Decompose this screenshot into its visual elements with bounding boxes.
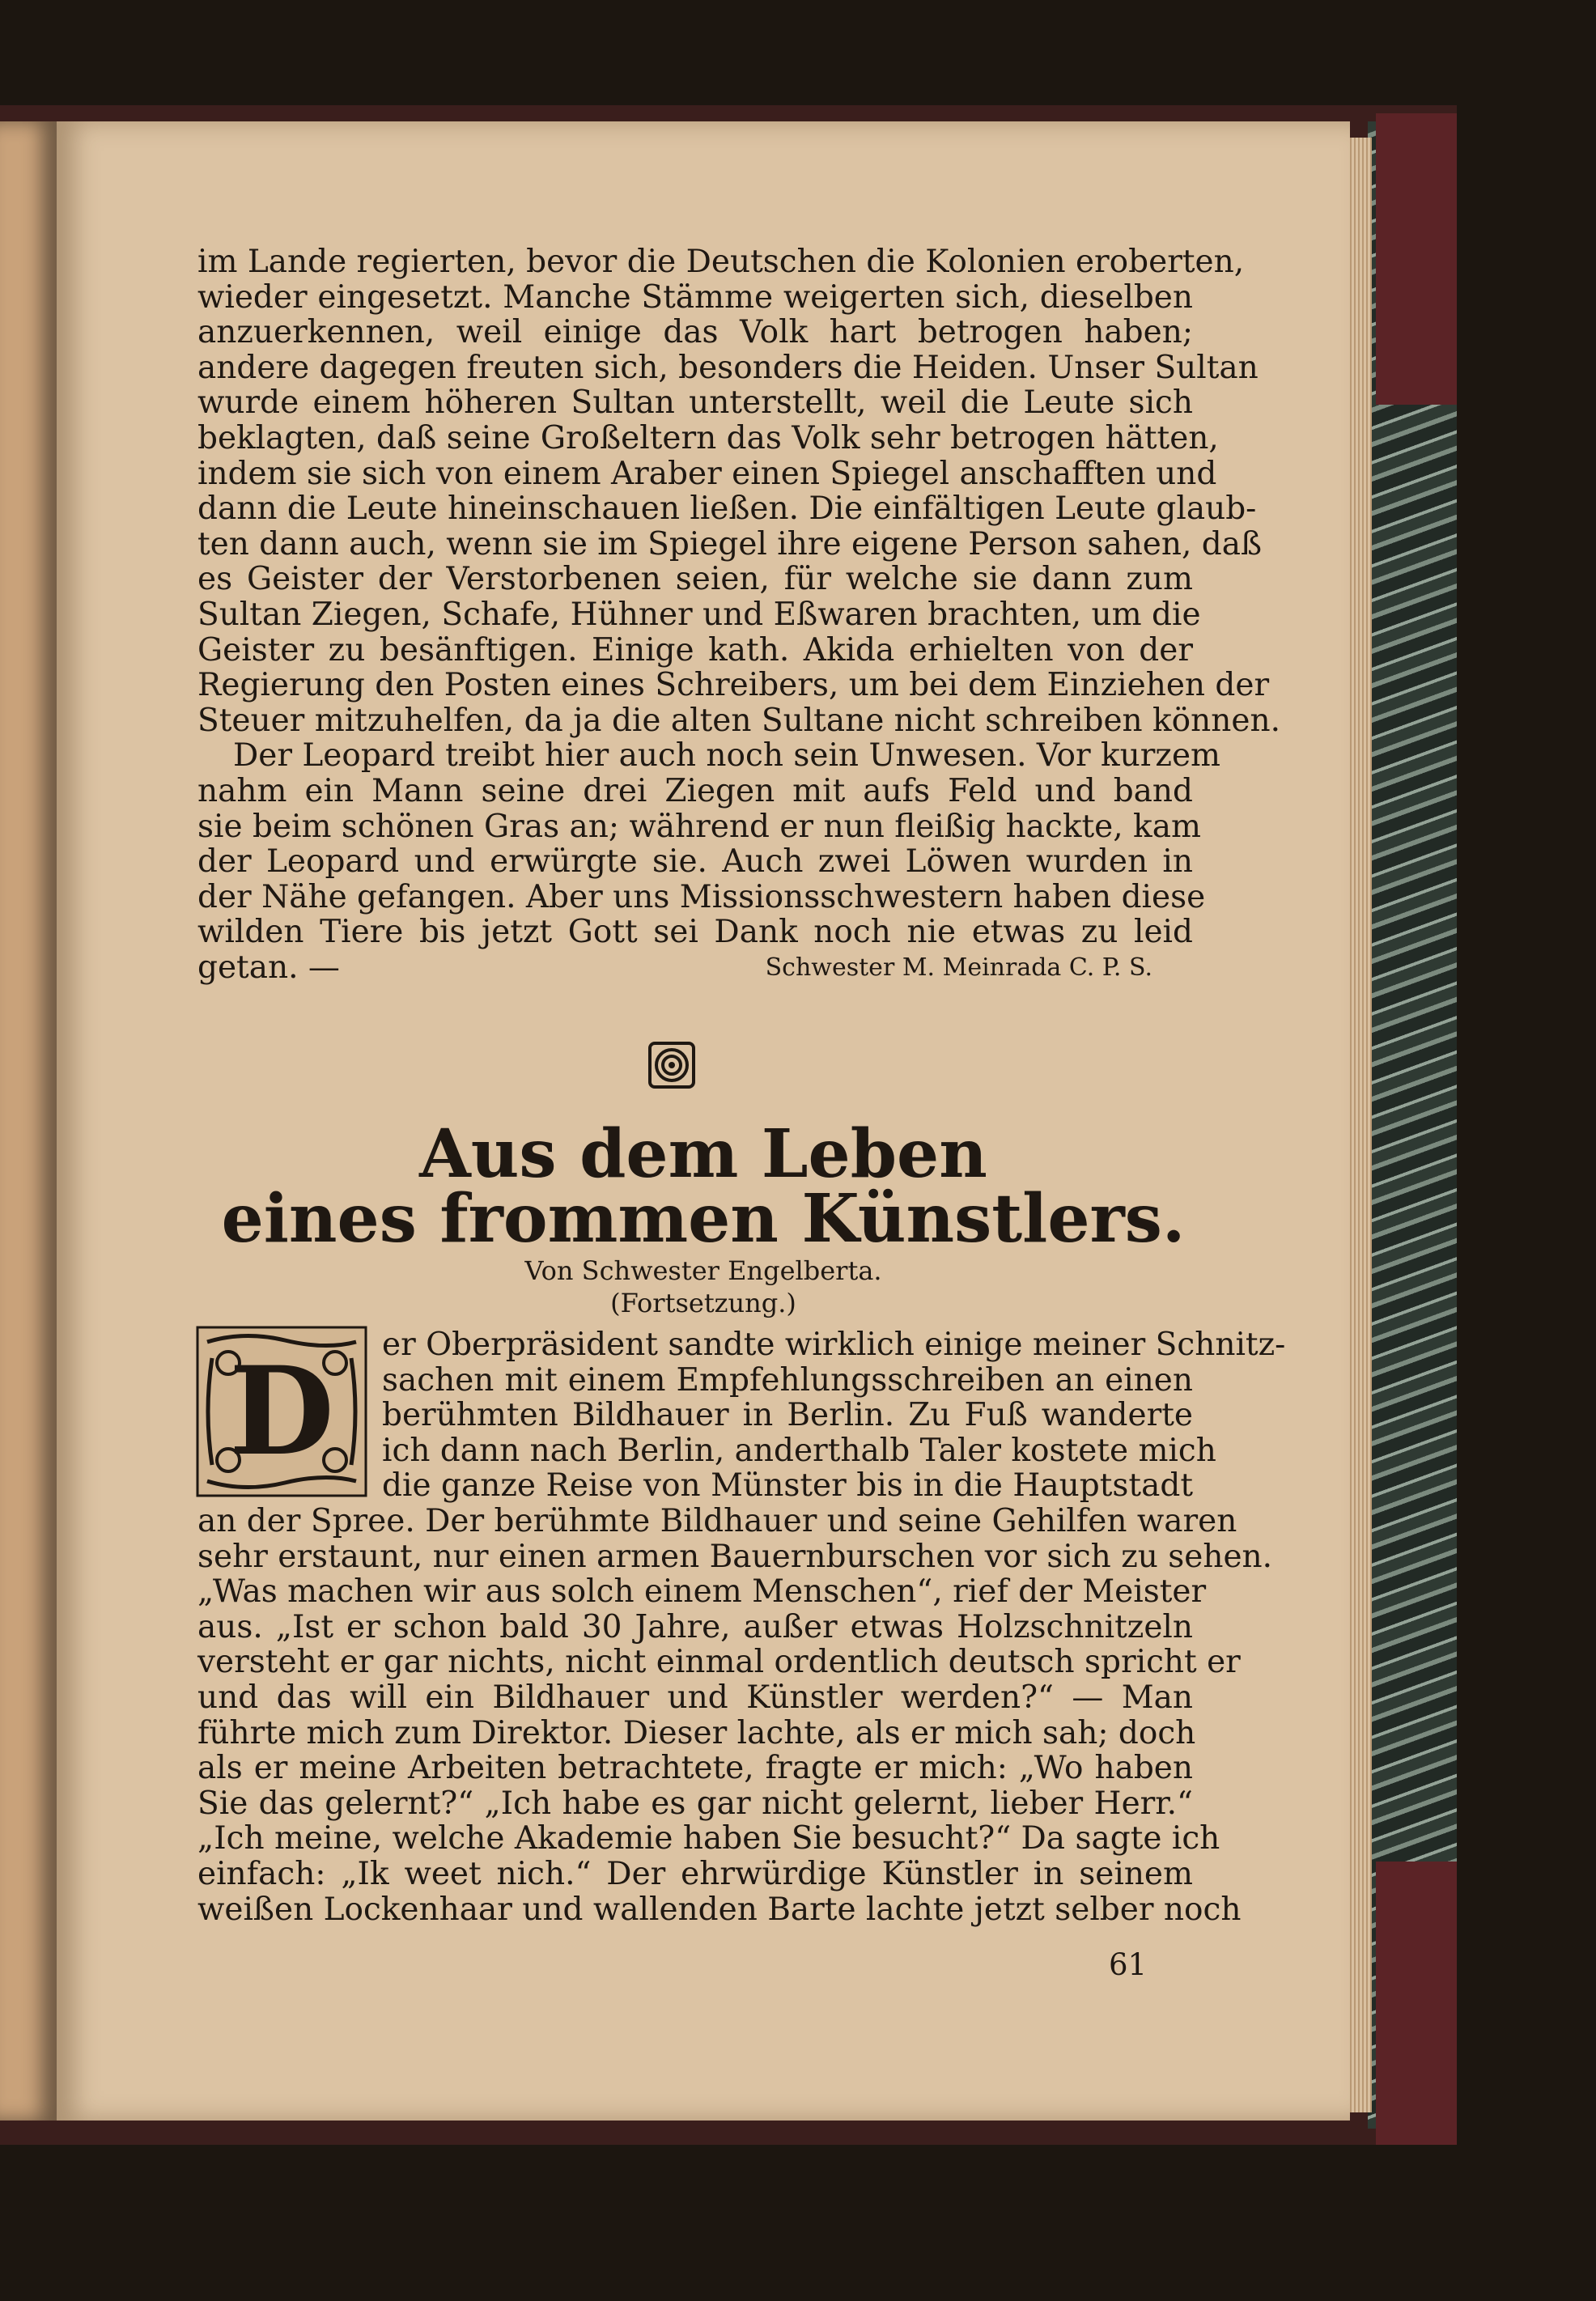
text-line: die ganze Reise von Münster bis in die Hauptstadt bbox=[382, 1467, 1193, 1505]
text-line: als er meine Arbeiten betrachtete, fragte er mich: „Wo haben bbox=[197, 1750, 1193, 1787]
text-line: der Nähe gefangen. Aber uns Missionsschwestern haben diese bbox=[197, 878, 1206, 915]
text-line: führte mich zum Direktor. Dieser lachte, als er mich sah; doch bbox=[197, 1714, 1196, 1751]
text-line: sie beim schönen Gras an; während er nun fleißig hackte, kam bbox=[197, 808, 1201, 845]
dropcap-letter: D bbox=[228, 1340, 335, 1483]
text-line: dann die Leute hineinschauen ließen. Die einfältigen Leute glaub- bbox=[197, 490, 1257, 528]
text-line: „Was machen wir aus solch einem Menschen“, rief der Meister bbox=[197, 1573, 1207, 1611]
article-signature: Schwester M. Meinrada C. P. S. bbox=[765, 953, 1152, 982]
leather-corner-top bbox=[1376, 113, 1457, 405]
text-line: und das will ein Bildhauer und Künstler werden?“ — Man bbox=[197, 1679, 1193, 1716]
text-line: weißen Lockenhaar und wallenden Barte lachte jetzt selber noch bbox=[197, 1891, 1242, 1928]
text-line: ich dann nach Berlin, anderthalb Taler kostete mich bbox=[382, 1432, 1216, 1469]
text-line: es Geister der Verstorbenen seien, für welche sie dann zum bbox=[197, 561, 1193, 598]
text-line: Sie das gelernt?“ „Ich habe es gar nicht gelernt, lieber Herr.“ bbox=[197, 1785, 1193, 1822]
spiral-ornament-icon bbox=[647, 1041, 696, 1089]
text-line: Sultan Ziegen, Schafe, Hühner und Eßwaren brachten, um die bbox=[197, 596, 1201, 633]
text-line: wilden Tiere bis jetzt Gott sei Dank noch nie etwas zu leid bbox=[197, 914, 1193, 951]
text-line: berühmten Bildhauer in Berlin. Zu Fuß wanderte bbox=[382, 1397, 1193, 1434]
text-line: Der Leopard treibt hier auch noch sein Unwesen. Vor kurzem bbox=[233, 737, 1221, 775]
text-line: wurde einem höheren Sultan unterstellt, weil die Leute sich bbox=[197, 384, 1193, 422]
text-line: „Ich meine, welche Akademie haben Sie besucht?“ Da sagte ich bbox=[197, 1820, 1220, 1857]
text-line: einfach: „Ik weet nich.“ Der ehrwürdige Künstler in seinem bbox=[197, 1855, 1193, 1892]
text-line: Geister zu besänftigen. Einige kath. Akida erhielten von der bbox=[197, 631, 1193, 669]
text-line: sachen mit einem Empfehlungsschreiben an einen bbox=[382, 1361, 1193, 1399]
leather-corner-bottom bbox=[1376, 1862, 1457, 2145]
text-line: im Lande regierten, bevor die Deutschen die Kolonien eroberten, bbox=[197, 244, 1245, 280]
text-line: aus. „Ist er schon bald 30 Jahre, außer etwas Holzschnitzeln bbox=[197, 1608, 1193, 1645]
page-stack-edges bbox=[1348, 138, 1372, 2112]
continued-note: (Fortsetzung.) bbox=[610, 1288, 796, 1318]
text-line: ten dann auch, wenn sie im Spiegel ihre eigene Person sahen, daß bbox=[197, 525, 1263, 563]
text-line: er Oberpräsident sandte wirklich einige meiner Schnitz- bbox=[382, 1327, 1286, 1363]
text-line: wieder eingesetzt. Manche Stämme weigerten sich, dieselben bbox=[197, 278, 1193, 316]
text-line: sehr erstaunt, nur einen armen Bauernburschen vor sich zu sehen. bbox=[197, 1538, 1273, 1575]
text-line: getan. — bbox=[197, 949, 340, 986]
text-line: Regierung den Posten eines Schreibers, um bei dem Einziehen der bbox=[197, 667, 1270, 704]
article-byline: Von Schwester Engelberta. bbox=[524, 1255, 882, 1286]
article-body bbox=[197, 1327, 1286, 1928]
text-line: versteht er gar nichts, nicht einmal ordentlich deutsch spricht er bbox=[197, 1644, 1241, 1681]
book-page bbox=[57, 121, 1350, 2121]
marbled-cover-edge bbox=[1368, 121, 1457, 2129]
text-line: beklagten, daß seine Großeltern das Volk sehr betrogen hätten, bbox=[197, 419, 1219, 456]
text-line: indem sie sich von einem Araber einen Spiegel anschafften und bbox=[197, 455, 1217, 492]
text-line: an der Spree. Der berühmte Bildhauer und seine Gehilfen waren bbox=[197, 1502, 1237, 1539]
text-line: anzuerkennen, weil einige das Volk hart betrogen haben; bbox=[197, 314, 1193, 351]
text-line: der Leopard und erwürgte sie. Auch zwei Löwen wurden in bbox=[197, 843, 1193, 881]
article-title-line-2: eines frommen Künstlers. bbox=[221, 1180, 1186, 1258]
article-title-line-1: Aus dem Leben bbox=[419, 1115, 987, 1193]
page-number: 61 bbox=[1109, 1947, 1148, 1982]
text-line: andere dagegen freuten sich, besonders die Heiden. Unser Sultan bbox=[197, 349, 1259, 386]
text-line: Steuer mitzuhelfen, da ja die alten Sultane nicht schreiben können. bbox=[197, 702, 1280, 739]
text-line: nahm ein Mann seine drei Ziegen mit aufs Feld und band bbox=[197, 772, 1193, 809]
left-page-edge bbox=[0, 121, 57, 2121]
previous-article-text bbox=[197, 244, 1280, 986]
